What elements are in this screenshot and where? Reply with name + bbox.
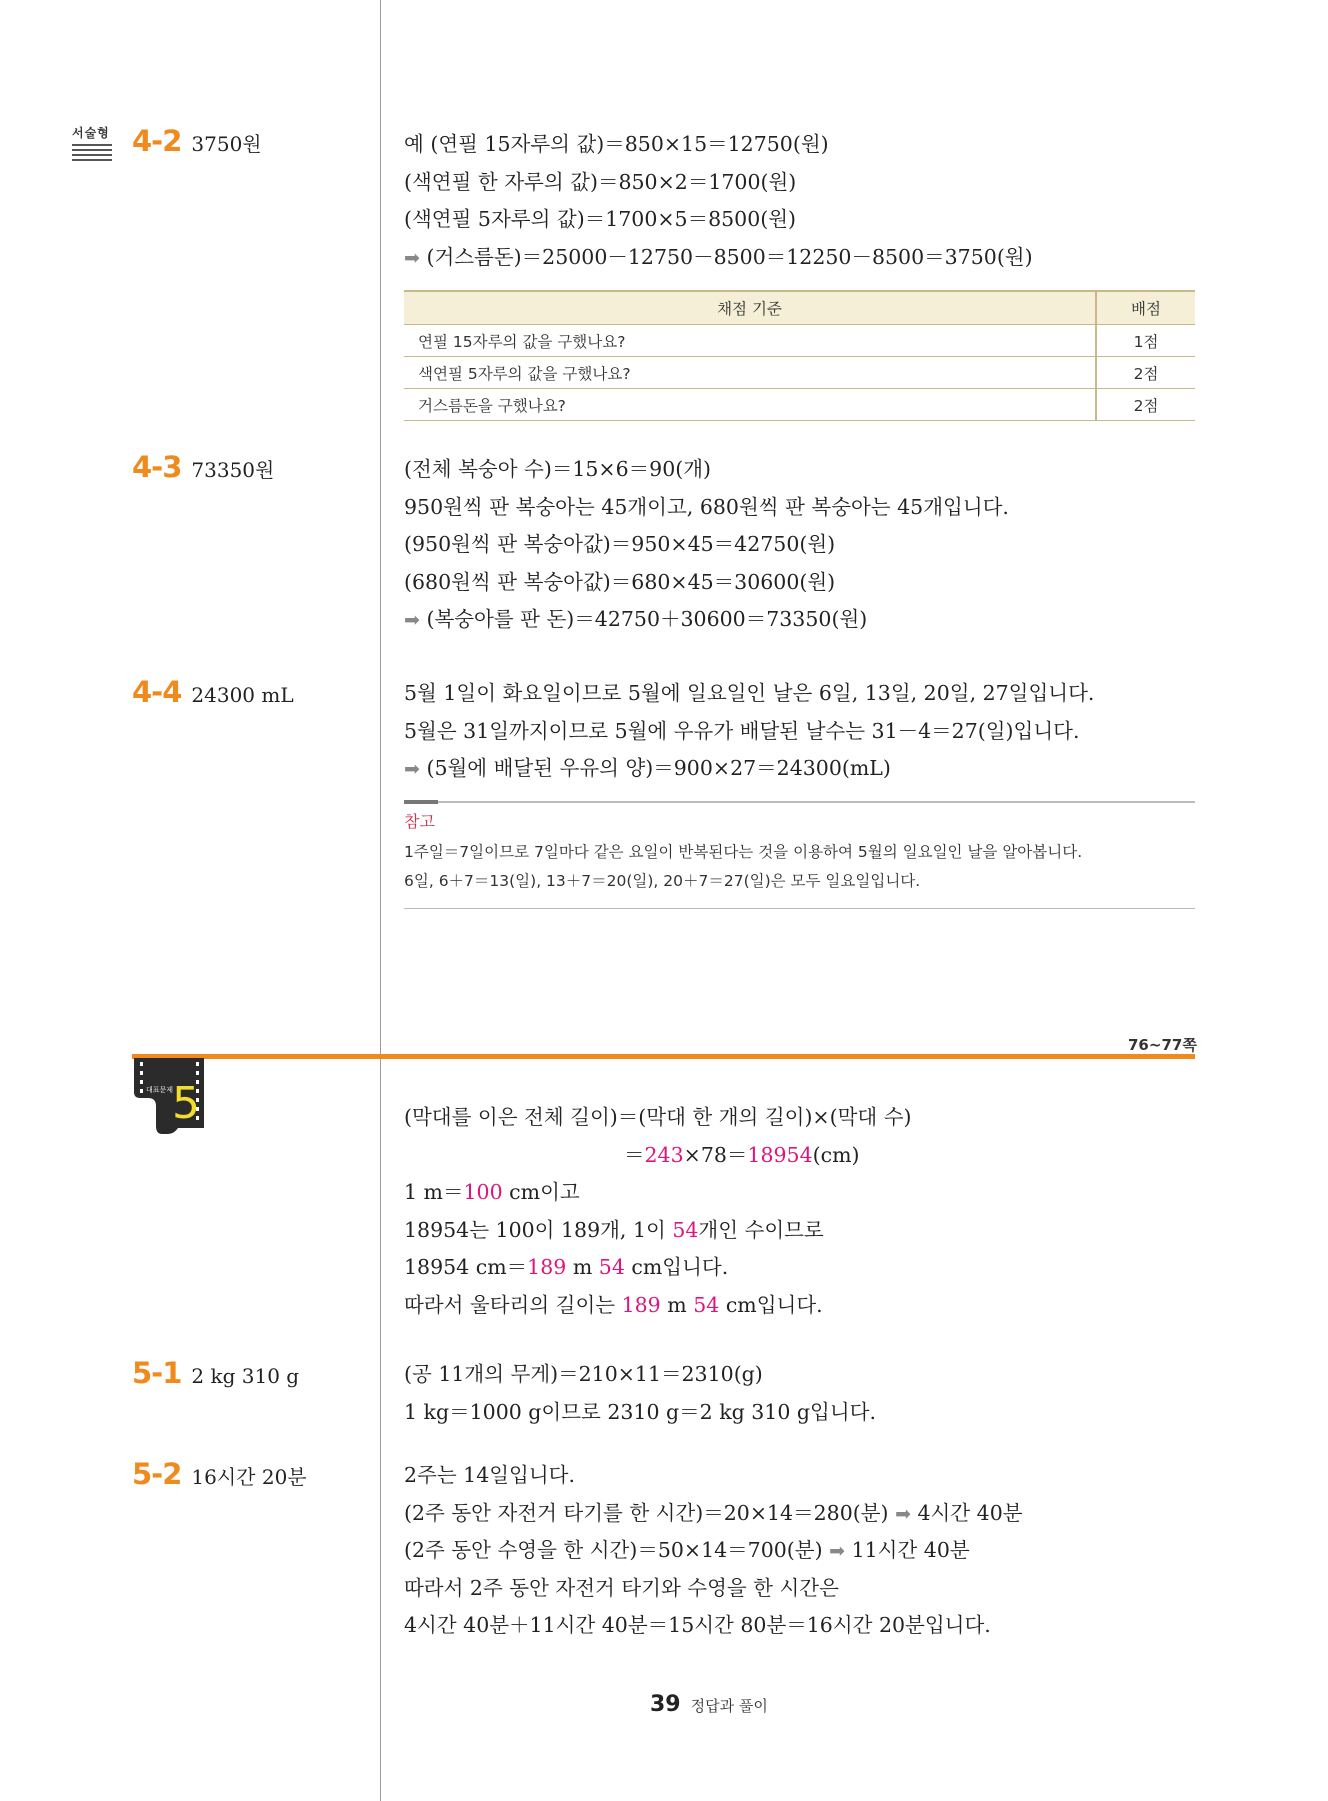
table-row	[404, 389, 1195, 421]
note-line: 6일, 6＋7＝13(일), 13＋7＝20(일), 20＋7＝27(일)은 모두 일요일입니다.	[404, 872, 921, 890]
solution-line: 5월 1일이 화요일이므로 5월에 일요일인 날은 6일, 13일, 20일, 27일입니다.	[404, 681, 1095, 705]
note-body	[404, 838, 1195, 896]
solution-line: 18954 cm＝189 m 54 cm입니다.	[404, 1255, 729, 1279]
descriptive-badge	[72, 124, 118, 161]
criteria-cell: 거스름돈을 구했나요?	[404, 389, 1096, 421]
reference-note	[404, 801, 1195, 909]
note-title: 참고	[404, 812, 435, 831]
representative-problem-5-icon	[134, 1058, 204, 1134]
criteria-cell: 색연필 5자루의 값을 구했나요?	[404, 357, 1096, 389]
solution-line: 1 kg＝1000 g이므로 2310 g＝2 kg 310 g입니다.	[404, 1399, 876, 1424]
note-top-rule	[404, 801, 1195, 803]
right-arrow-icon: ➡	[829, 1540, 846, 1562]
solution-line: (2주 동안 수영을 한 시간)＝50×14＝700(분) ➡ 11시간 40분	[404, 1538, 970, 1562]
solution-line: 예 (연필 15자루의 값)＝850×15＝12750(원)	[404, 132, 829, 156]
answer-value: 16시간 20분	[191, 1465, 307, 1489]
right-arrow-icon: ➡	[404, 758, 420, 780]
solution-line: 2주는 14일입니다.	[404, 1463, 575, 1487]
solution-line: (공 11개의 무게)＝210×11＝2310(g)	[404, 1362, 763, 1386]
answer-value: 73350원	[191, 458, 275, 482]
solution-line: (680원씩 판 복숭아값)＝680×45＝30600(원)	[404, 569, 836, 594]
solution-line: 1 m＝100 cm이고	[404, 1180, 580, 1204]
solution-4-4	[404, 675, 1094, 788]
solution-line: (색연필 한 자루의 값)＝850×2＝1700(원)	[404, 169, 797, 194]
solution-line: (색연필 5자루의 값)＝1700×5＝8500(원)	[404, 207, 797, 231]
right-arrow-icon: ➡	[895, 1502, 911, 1525]
header-criteria: 채점 기준	[404, 291, 1096, 325]
solution-line-conclusion: ➡ (거스름돈)＝25000－12750－8500＝12250－8500＝3750(원)	[404, 244, 1033, 269]
grading-table	[404, 290, 1195, 421]
solution-line: (전체 복숭아 수)＝15×6＝90(개)	[404, 457, 712, 481]
solution-5-1	[404, 1356, 876, 1431]
solution-line: 4시간 40분＋11시간 40분＝15시간 80분＝16시간 20분입니다.	[404, 1613, 991, 1637]
solution-line: 18954는 100이 189개, 1이 54개인 수이므로	[404, 1217, 824, 1242]
solution-line: 따라서 울타리의 길이는 189 m 54 cm입니다.	[404, 1292, 823, 1317]
page-range: 76~77쪽	[1128, 1036, 1197, 1054]
header-points: 배점	[1096, 291, 1195, 325]
note-line: 1주일＝7일이므로 7일마다 같은 요일이 반복된다는 것을 이용하여 5월의 일요일인 날을 알아봅니다.	[404, 843, 1083, 861]
question-number: 5-1	[132, 1356, 182, 1390]
question-number: 5-2	[132, 1457, 182, 1491]
answer-value: 2 kg 310 g	[191, 1364, 300, 1388]
right-arrow-icon: ➡	[404, 609, 420, 631]
solution-4-2	[404, 126, 1033, 276]
note-bottom-rule	[404, 908, 1195, 909]
badge-label: 서술형	[72, 126, 110, 140]
solution-line: ＝243×78＝18954(cm)	[624, 1142, 860, 1167]
solution-line-conclusion: ➡ (복숭아를 판 돈)＝42750＋30600＝73350(원)	[404, 607, 868, 631]
section-divider	[132, 1054, 1195, 1059]
question-label-5-2	[132, 1457, 307, 1491]
solution-line: (2주 동안 자전거 타기를 한 시간)＝20×14＝280(분) ➡ 4시간 40분	[404, 1500, 1023, 1525]
solution-rep-5	[404, 1099, 912, 1324]
question-label-4-3	[132, 450, 274, 484]
footer-label: 정답과 풀이	[690, 1697, 768, 1715]
points-cell: 1점	[1096, 325, 1195, 357]
solution-line: 5월은 31일까지이므로 5월에 우유가 배달된 날수는 31－4＝27(일)입니다.	[404, 718, 1080, 743]
lines-icon	[72, 144, 118, 161]
question-label-4-2	[132, 124, 262, 158]
answer-value: 24300 mL	[191, 683, 294, 707]
solution-line: (막대를 이은 전체 길이)＝(막대 한 개의 길이)×(막대 수)	[404, 1105, 912, 1129]
question-label-4-4	[132, 675, 294, 709]
answer-value: 3750원	[191, 132, 262, 156]
table-row	[404, 325, 1195, 357]
icon-label: 대표문제	[146, 1086, 174, 1094]
solution-5-2	[404, 1457, 1023, 1645]
table-row	[404, 357, 1195, 389]
criteria-cell: 연필 15자루의 값을 구했나요?	[404, 325, 1096, 357]
icon-number: 5	[172, 1078, 200, 1129]
page-footer	[650, 1692, 768, 1717]
solution-4-3	[404, 451, 1009, 639]
question-label-5-1	[132, 1356, 299, 1390]
table-header-row	[404, 291, 1195, 325]
question-number: 4-4	[132, 675, 182, 709]
points-cell: 2점	[1096, 357, 1195, 389]
column-divider	[380, 0, 381, 1801]
points-cell: 2점	[1096, 389, 1195, 421]
page-number: 39	[650, 1692, 681, 1717]
solution-line: 따라서 2주 동안 자전거 타기와 수영을 한 시간은	[404, 1575, 839, 1600]
solution-line-conclusion: ➡ (5월에 배달된 우유의 양)＝900×27＝24300(mL)	[404, 756, 891, 780]
solution-line: (950원씩 판 복숭아값)＝950×45＝42750(원)	[404, 532, 836, 556]
question-number: 4-3	[132, 450, 182, 484]
right-arrow-icon: ➡	[404, 246, 420, 269]
question-number: 4-2	[132, 124, 182, 158]
solution-line: 950원씩 판 복숭아는 45개이고, 680원씩 판 복숭아는 45개입니다.	[404, 494, 1009, 519]
